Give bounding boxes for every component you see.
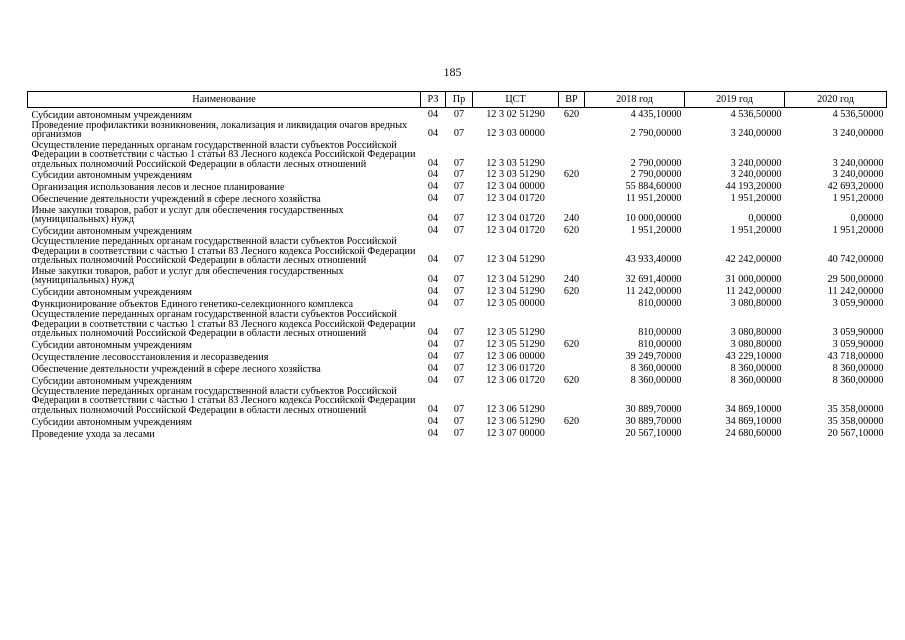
table-row — [28, 415, 887, 427]
cell-2019: 3 080,80000 — [730, 327, 782, 339]
cell-vr — [559, 120, 585, 140]
cell-name: Обеспечение деятельности учреждений в сфере лесного хозяйства — [31, 194, 321, 206]
cell-cst: 12 3 07 00000 — [486, 427, 545, 439]
cell-2019: 1 951,20000 — [730, 224, 782, 236]
table-row — [28, 205, 887, 225]
cell-name: Функционирование объектов Единого генетико-селекционного комплекса — [31, 298, 354, 310]
table-row — [28, 386, 887, 415]
cell-rz: 04 — [427, 128, 439, 140]
cell-2020: 40 742,00000 — [827, 254, 884, 266]
cell-pr: 07 — [453, 274, 465, 285]
cell-2020: 35 358,00000 — [827, 415, 884, 427]
cell-2019: 3 240,00000 — [730, 169, 782, 181]
cell-name: Субсидии автономным учреждениям — [31, 375, 192, 387]
cell-2018: 8 360,00000 — [630, 362, 682, 374]
cell-rz: 04 — [427, 274, 439, 285]
cell-rz: 04 — [427, 297, 439, 309]
cell-cst: 12 3 04 51290 — [486, 285, 545, 297]
header-cst: ЦСТ — [473, 92, 559, 108]
cell-vr — [559, 362, 585, 374]
header-2020: 2020 год — [785, 92, 887, 108]
cell-cst: 12 3 06 51290 — [486, 403, 545, 415]
cell-rz: 04 — [427, 224, 439, 236]
table-row — [28, 309, 887, 338]
cell-name: Осуществление лесовосстановления и лесоразведения — [31, 351, 269, 363]
cell-cst: 12 3 03 51290 — [486, 169, 545, 181]
table-row — [28, 338, 887, 350]
cell-name: Обеспечение деятельности учреждений в сфере лесного хозяйства — [31, 363, 321, 375]
cell-2018: 1 951,20000 — [630, 224, 682, 236]
cell-name: Субсидии автономным учреждениям — [31, 286, 192, 298]
cell-2018: 11 951,20000 — [625, 193, 682, 205]
cell-2019: 43 229,10000 — [725, 350, 782, 362]
cell-pr: 07 — [453, 193, 465, 205]
header-vr: ВР — [559, 92, 585, 108]
table-header-row — [28, 92, 887, 108]
cell-2019: 3 240,00000 — [730, 157, 782, 169]
table-row — [28, 374, 887, 386]
cell-2018: 810,00000 — [638, 297, 682, 309]
cell-name: Иные закупки товаров, работ и услуг для обеспечения государственных (муниципальных) нужд — [31, 204, 344, 226]
budget-table — [27, 91, 887, 439]
cell-2018: 810,00000 — [638, 327, 682, 339]
cell-pr: 07 — [453, 362, 465, 374]
cell-2020: 35 358,00000 — [827, 403, 884, 415]
cell-cst: 12 3 04 01720 — [486, 193, 545, 205]
cell-2018: 43 933,40000 — [625, 254, 682, 266]
cell-rz: 04 — [427, 338, 439, 350]
cell-2019: 4 536,50000 — [730, 108, 782, 120]
header-2019: 2019 год — [685, 92, 785, 108]
cell-rz: 04 — [427, 254, 439, 266]
cell-2020: 3 059,90000 — [832, 297, 884, 309]
cell-cst: 12 3 05 51290 — [486, 327, 545, 339]
cell-2020: 20 567,10000 — [827, 427, 884, 439]
cell-pr: 07 — [453, 181, 465, 193]
cell-2019: 8 360,00000 — [730, 362, 782, 374]
cell-2019: 31 000,00000 — [725, 274, 782, 285]
cell-vr: 620 — [563, 169, 580, 181]
cell-cst: 12 3 06 01720 — [486, 362, 545, 374]
cell-rz: 04 — [427, 327, 439, 339]
cell-2019: 3 240,00000 — [730, 128, 782, 140]
cell-2018: 55 884,60000 — [625, 181, 682, 193]
cell-cst: 12 3 05 00000 — [486, 297, 545, 309]
cell-2020: 3 059,90000 — [832, 338, 884, 350]
cell-rz: 04 — [427, 169, 439, 181]
cell-name: Проведение профилактики возникновения, локализация и ликвидация очагов вредных организмов — [31, 119, 408, 141]
cell-cst: 12 3 02 51290 — [486, 108, 545, 120]
cell-cst: 12 3 06 00000 — [486, 350, 545, 362]
cell-2020: 29 500,00000 — [827, 274, 884, 285]
cell-2018: 810,00000 — [638, 338, 682, 350]
cell-2019: 44 193,20000 — [725, 181, 782, 193]
cell-pr: 07 — [453, 169, 465, 181]
cell-pr: 07 — [453, 338, 465, 350]
cell-cst: 12 3 04 01720 — [486, 213, 545, 225]
cell-rz: 04 — [427, 427, 439, 439]
cell-2018: 11 242,00000 — [625, 285, 682, 297]
cell-pr: 07 — [453, 297, 465, 309]
cell-rz: 04 — [427, 350, 439, 362]
cell-2018: 10 000,00000 — [625, 213, 682, 225]
cell-2018: 32 691,40000 — [625, 274, 682, 285]
table-row — [28, 350, 887, 362]
cell-name: Иные закупки товаров, работ и услуг для обеспечения государственных (муниципальных) нужд — [31, 265, 344, 286]
cell-2019: 42 242,00000 — [725, 254, 782, 266]
cell-2019: 8 360,00000 — [730, 374, 782, 386]
cell-2020: 3 059,90000 — [832, 327, 884, 339]
cell-2018: 2 790,00000 — [630, 169, 682, 181]
cell-name: Осуществление переданных органам государственной власти субъектов Российской Федерации в соответствии с частью 1 статьи 83 Лесного кодекса Российской Федерации отдельных полномочий Российской Федерации в области лесных отношений — [31, 139, 416, 170]
cell-2019: 34 869,10000 — [725, 415, 782, 427]
cell-name: Осуществление переданных органам государственной власти субъектов Российской Федерации в соответствии с частью 1 статьи 83 Лесного кодекса Российской Федерации отдельных полномочий Российской Федерации в области лесных отношений — [31, 309, 416, 340]
cell-cst: 12 3 03 00000 — [486, 128, 545, 140]
cell-cst: 12 3 04 01720 — [486, 224, 545, 236]
cell-vr: 240 — [563, 213, 580, 225]
cell-2019: 34 869,10000 — [725, 403, 782, 415]
cell-pr: 07 — [453, 108, 465, 120]
cell-2020: 3 240,00000 — [832, 169, 884, 181]
header-rz: РЗ — [421, 92, 446, 108]
cell-2018: 8 360,00000 — [630, 374, 682, 386]
cell-vr: 620 — [563, 338, 580, 350]
cell-vr — [559, 309, 585, 338]
table-row — [28, 120, 887, 140]
cell-pr: 07 — [453, 327, 465, 339]
table-row — [28, 236, 887, 265]
cell-name: Организация использования лесов и лесное планирование — [31, 182, 285, 194]
cell-2018: 30 889,70000 — [625, 403, 682, 415]
cell-vr — [559, 193, 585, 205]
table-row — [28, 285, 887, 297]
cell-name: Субсидии автономным учреждениям — [31, 109, 192, 121]
cell-pr: 07 — [453, 285, 465, 297]
cell-name: Осуществление переданных органам государственной власти субъектов Российской Федерации в соответствии с частью 1 статьи 83 Лесного кодекса Российской Федерации отдельных полномочий Российской Федерации в области лесных отношений — [31, 386, 416, 416]
table-row — [28, 193, 887, 205]
cell-2020: 4 536,50000 — [832, 108, 884, 120]
cell-pr: 07 — [453, 254, 465, 266]
table-row — [28, 140, 887, 169]
cell-rz: 04 — [427, 362, 439, 374]
cell-cst: 12 3 06 01720 — [486, 374, 545, 386]
cell-pr: 07 — [453, 415, 465, 427]
cell-vr: 620 — [563, 108, 580, 120]
table-row — [28, 181, 887, 193]
cell-2019: 3 080,80000 — [730, 297, 782, 309]
cell-2020: 1 951,20000 — [832, 224, 884, 236]
cell-pr: 07 — [453, 350, 465, 362]
table-row — [28, 297, 887, 309]
cell-pr: 07 — [453, 213, 465, 225]
cell-rz: 04 — [427, 108, 439, 120]
cell-name: Субсидии автономным учреждениям — [31, 339, 192, 351]
cell-pr: 07 — [453, 403, 465, 415]
cell-name: Субсидии автономным учреждениям — [31, 225, 192, 237]
cell-rz: 04 — [427, 181, 439, 193]
table-row — [28, 224, 887, 236]
cell-vr — [559, 181, 585, 193]
cell-2019: 0,00000 — [748, 213, 782, 225]
cell-vr — [559, 427, 585, 439]
cell-cst: 12 3 04 51290 — [486, 274, 545, 285]
cell-2018: 4 435,10000 — [630, 108, 682, 120]
cell-rz: 04 — [427, 403, 439, 415]
cell-2019: 1 951,20000 — [730, 193, 782, 205]
cell-cst: 12 3 04 00000 — [486, 181, 545, 193]
cell-name: Осуществление переданных органам государственной власти субъектов Российской Федерации в соответствии с частью 1 статьи 83 Лесного кодекса Российской Федерации отдельных полномочий Российской Федерации в области лесных отношений — [31, 236, 416, 267]
cell-name: Субсидии автономным учреждениям — [31, 170, 192, 182]
cell-rz: 04 — [427, 285, 439, 297]
cell-vr — [559, 386, 585, 415]
header-name: Наименование — [28, 92, 421, 108]
cell-rz: 04 — [427, 193, 439, 205]
cell-rz: 04 — [427, 157, 439, 169]
cell-2019: 24 680,60000 — [725, 427, 782, 439]
cell-vr: 240 — [563, 274, 580, 285]
cell-pr: 07 — [453, 427, 465, 439]
page-number: 185 — [443, 65, 462, 79]
cell-2020: 43 718,00000 — [827, 350, 884, 362]
cell-2020: 8 360,00000 — [832, 362, 884, 374]
cell-2020: 42 693,20000 — [827, 181, 884, 193]
cell-cst: 12 3 05 51290 — [486, 338, 545, 350]
cell-cst: 12 3 06 51290 — [486, 415, 545, 427]
cell-vr: 620 — [563, 224, 580, 236]
cell-vr — [559, 297, 585, 309]
table-row — [28, 108, 887, 120]
cell-rz: 04 — [427, 374, 439, 386]
cell-2020: 11 242,00000 — [827, 285, 884, 297]
cell-pr: 07 — [453, 224, 465, 236]
cell-vr: 620 — [563, 415, 580, 427]
cell-cst: 12 3 03 51290 — [486, 157, 545, 169]
cell-2019: 11 242,00000 — [725, 285, 782, 297]
cell-rz: 04 — [427, 213, 439, 225]
cell-vr — [559, 350, 585, 362]
cell-2018: 2 790,00000 — [630, 157, 682, 169]
cell-2018: 2 790,00000 — [630, 128, 682, 140]
cell-pr: 07 — [453, 374, 465, 386]
table-row — [28, 362, 887, 374]
cell-pr: 07 — [453, 128, 465, 140]
cell-vr: 620 — [563, 374, 580, 386]
cell-2020: 0,00000 — [850, 213, 884, 225]
cell-name: Проведение ухода за лесами — [31, 428, 155, 440]
cell-2019: 3 080,80000 — [730, 338, 782, 350]
table-row — [28, 266, 887, 286]
cell-2018: 30 889,70000 — [625, 415, 682, 427]
cell-pr: 07 — [453, 157, 465, 169]
cell-rz: 04 — [427, 415, 439, 427]
cell-2020: 3 240,00000 — [832, 128, 884, 140]
cell-2018: 39 249,70000 — [625, 350, 682, 362]
cell-vr: 620 — [563, 285, 580, 297]
cell-2020: 8 360,00000 — [832, 374, 884, 386]
cell-cst: 12 3 04 51290 — [486, 254, 545, 266]
header-2018: 2018 год — [585, 92, 685, 108]
cell-2020: 3 240,00000 — [832, 157, 884, 169]
cell-vr — [559, 236, 585, 265]
table-row — [28, 427, 887, 439]
cell-name: Субсидии автономным учреждениям — [31, 416, 192, 428]
table-row — [28, 169, 887, 181]
cell-2020: 1 951,20000 — [832, 193, 884, 205]
cell-2018: 20 567,10000 — [625, 427, 682, 439]
cell-vr — [559, 140, 585, 169]
header-pr: Пр — [446, 92, 473, 108]
